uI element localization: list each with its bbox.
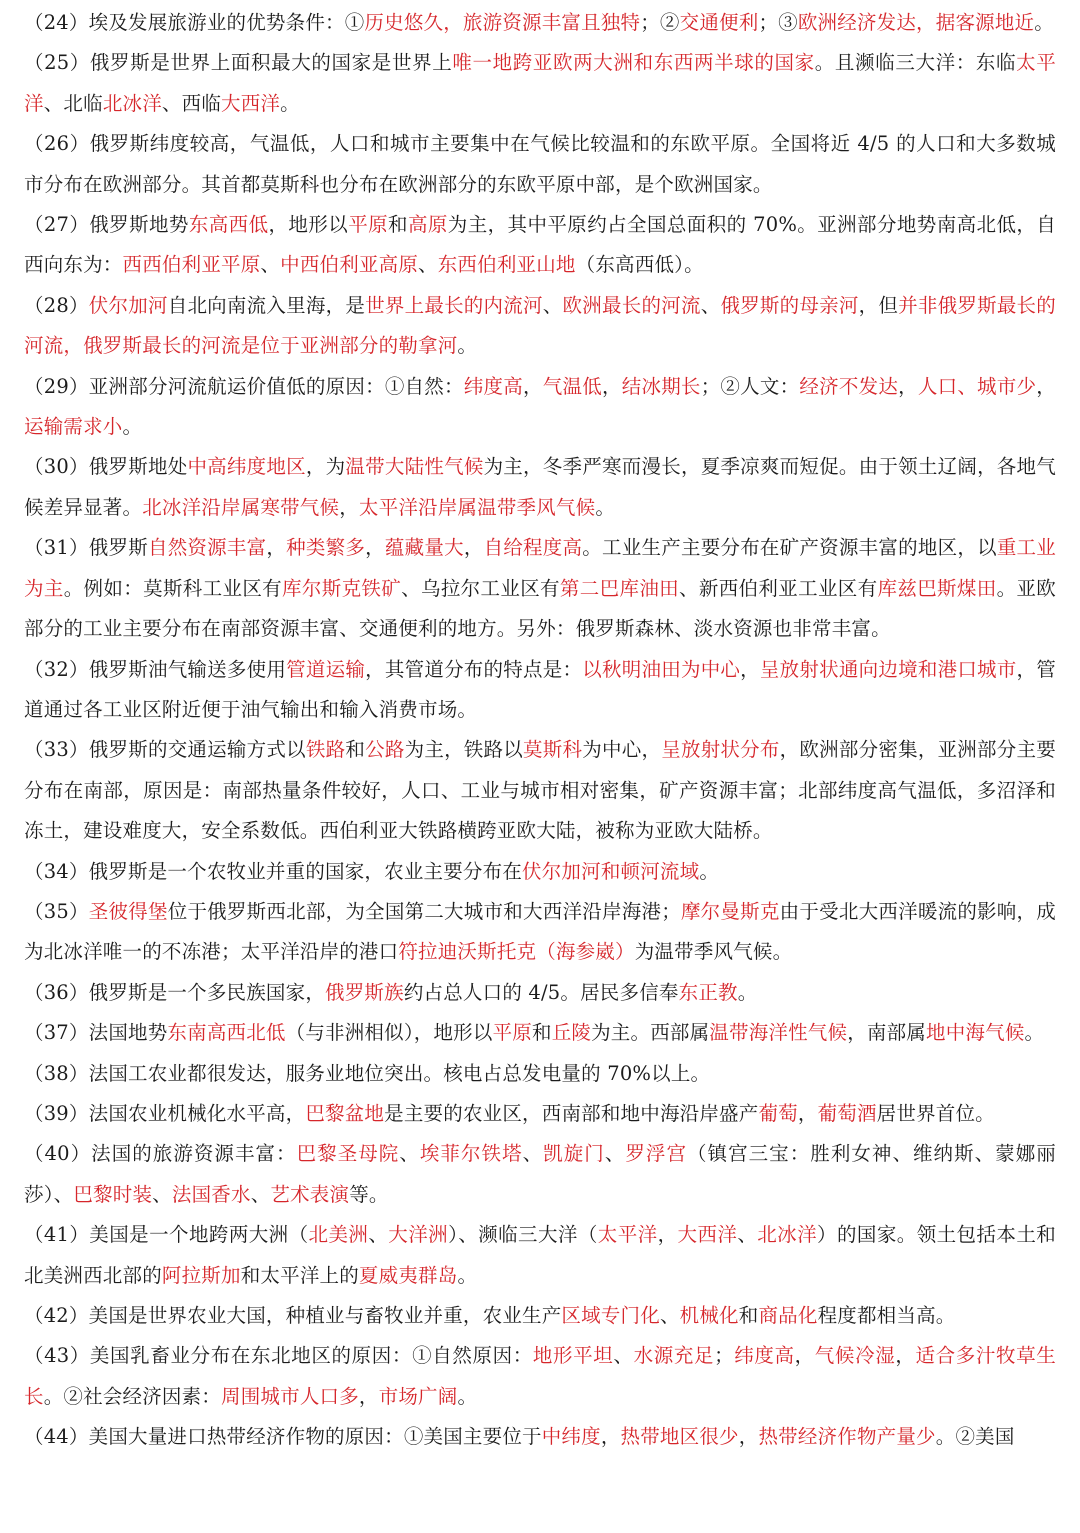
body-text: ，管道通过各工业区附近便于油气输出和输入消费市场。 xyxy=(24,657,1056,721)
highlighted-text: 欧洲经济发达，据客源地近 xyxy=(797,11,1035,34)
paragraph xyxy=(24,3,1056,43)
body-text: ， xyxy=(657,1223,678,1247)
highlighted-text: 纬度高 xyxy=(733,1344,795,1368)
body-text: 、 xyxy=(399,1142,420,1166)
body-text: （与非洲相似），地形以 xyxy=(285,1021,493,1045)
paragraph xyxy=(24,973,1056,1013)
highlighted-text: 自然资源丰富 xyxy=(147,536,267,560)
highlighted-text: 库兹巴斯煤田 xyxy=(877,576,997,600)
highlighted-text: 自给程度高 xyxy=(483,536,583,560)
highlighted-text: 阿拉斯加 xyxy=(161,1263,241,1287)
highlighted-text: 太平洋 xyxy=(597,1223,658,1247)
highlighted-text: 俄罗斯族 xyxy=(325,980,404,1004)
paragraph xyxy=(24,1296,1056,1336)
body-text: 。②社会经济因素： xyxy=(43,1384,222,1408)
highlighted-text: 大洋洲 xyxy=(388,1223,449,1247)
paragraph xyxy=(24,286,1056,367)
highlighted-text: 铁路 xyxy=(305,738,346,762)
highlighted-text: 东南高西北低 xyxy=(167,1021,286,1045)
highlighted-text: 葡萄 xyxy=(758,1101,798,1125)
body-text: 、西临 xyxy=(161,91,222,115)
highlighted-text: 库尔斯克铁矿 xyxy=(282,576,402,600)
body-text: ， xyxy=(365,536,385,560)
body-text: 和太平洋上的 xyxy=(240,1263,359,1287)
highlighted-text: 夏威夷群岛 xyxy=(358,1263,458,1287)
body-text: 。 xyxy=(457,334,478,358)
paragraph xyxy=(24,1215,1056,1296)
body-text: 和 xyxy=(388,213,408,237)
highlighted-text: 东西伯利亚山地 xyxy=(437,253,576,277)
body-text: 。 xyxy=(280,91,300,115)
highlighted-text: 欧洲最长的河流 xyxy=(562,293,701,317)
paragraph xyxy=(24,124,1056,205)
body-text: ）的国家。领土包括本土和北美洲西北部的 xyxy=(24,1223,1056,1287)
body-text: 。 xyxy=(122,415,143,439)
body-text: 和 xyxy=(531,1021,552,1045)
body-text: 和 xyxy=(345,738,366,762)
body-text: 为温带季风气候。 xyxy=(634,940,793,964)
body-text: 。 xyxy=(737,980,758,1004)
body-text: 由于受北大西洋暖流的影响，成为北冰洋唯一的不冻港；太平洋沿岸的港口 xyxy=(24,899,1056,964)
body-text: ， xyxy=(797,1101,818,1125)
body-text: 、 xyxy=(659,1304,680,1327)
highlighted-text: 西西伯利亚平原 xyxy=(122,253,261,277)
highlighted-text: 机械化 xyxy=(679,1304,739,1327)
highlighted-text: 并非俄罗斯最长的河流，俄罗斯最长的河流是位于亚洲部分的勒拿河 xyxy=(24,293,1056,358)
highlighted-text: 凯旋门 xyxy=(543,1142,605,1166)
body-text: （镇宫三宝：胜利女神、维纳斯、蒙娜丽莎）、 xyxy=(24,1142,1056,1206)
body-text: 、 xyxy=(260,253,281,277)
body-text: （27）俄罗斯地势 xyxy=(24,213,189,237)
body-text: 等。 xyxy=(349,1182,389,1206)
highlighted-text: 热带经济作物产量少 xyxy=(758,1425,936,1449)
body-text: 。②美国 xyxy=(935,1425,1015,1449)
body-text: 、 xyxy=(613,1344,634,1368)
paragraph xyxy=(24,367,1056,448)
body-text: ， xyxy=(898,374,918,398)
body-text: 居世界首位。 xyxy=(876,1101,995,1125)
body-text: 、新西伯利亚工业区有 xyxy=(679,576,878,600)
body-text: 、 xyxy=(250,1182,271,1206)
highlighted-text: 周围城市人口多 xyxy=(221,1384,359,1408)
body-text: ， xyxy=(358,1384,379,1408)
body-text: 、 xyxy=(152,1182,172,1206)
highlighted-text: 符拉迪沃斯托克（海参崴） xyxy=(398,940,635,964)
highlighted-text: 地中海气候 xyxy=(926,1021,1025,1045)
highlighted-text: 呈放射状分布 xyxy=(661,738,780,762)
body-text: （24）埃及发展旅游业的优势条件：① xyxy=(24,11,365,34)
highlighted-text: 中高纬度地区 xyxy=(187,455,306,479)
body-text: ， xyxy=(1036,374,1056,398)
body-text: （40）法国的旅游资源丰富： xyxy=(24,1142,297,1166)
highlighted-text: 北冰洋 xyxy=(757,1223,818,1247)
highlighted-text: 太平洋 xyxy=(24,51,1056,115)
body-text: ， xyxy=(266,536,287,560)
body-text: 。且濒临三大洋：东临 xyxy=(814,51,1017,75)
highlighted-text: 交通便利 xyxy=(679,11,759,34)
body-text: （43）美国乳畜业分布在东北地区的原因：①自然原因： xyxy=(24,1344,533,1368)
body-text: 为主。西部属 xyxy=(591,1021,710,1045)
body-text: 。工业生产主要分布在矿产资源丰富的地区，以 xyxy=(582,536,997,560)
body-text: （39）法国农业机械化水平高， xyxy=(24,1101,306,1125)
body-text: 、 xyxy=(368,1223,389,1247)
highlighted-text: 经济不发达 xyxy=(799,374,899,398)
paragraph xyxy=(24,1013,1056,1053)
body-text: 为中心， xyxy=(582,738,662,762)
paragraph xyxy=(24,1336,1056,1417)
highlighted-text: 唯一地跨亚欧两大洲和东西两半球的国家 xyxy=(452,51,815,75)
highlighted-text: 气候冷湿 xyxy=(814,1344,896,1368)
highlighted-text: 东高西低 xyxy=(188,213,269,237)
highlighted-text: 平原 xyxy=(348,213,389,237)
highlighted-text: 商品化 xyxy=(758,1304,818,1327)
highlighted-text: 地形平坦 xyxy=(532,1344,614,1368)
highlighted-text: 蕴藏量大 xyxy=(384,536,464,560)
body-text: 位于俄罗斯西北部，为全国第二大城市和大西洋沿岸海港； xyxy=(167,899,681,923)
body-text: 是主要的农业区，西南部和地中海沿岸盛产 xyxy=(384,1101,759,1125)
paragraph xyxy=(24,1134,1056,1215)
highlighted-text: 热带地区很少 xyxy=(620,1425,739,1449)
body-text: 、北临 xyxy=(43,91,103,115)
highlighted-text: 艺术表演 xyxy=(270,1182,350,1206)
body-text: ， xyxy=(523,374,543,398)
highlighted-text: 历史悠久，旅游资源丰富且独特 xyxy=(364,11,641,34)
body-text: （44）美国大量进口热带经济作物的原因：①美国主要位于 xyxy=(24,1425,542,1449)
highlighted-text: 温带海洋性气候 xyxy=(709,1021,848,1045)
body-text: 程度都相当高。 xyxy=(817,1304,956,1327)
highlighted-text: 俄罗斯的母亲河 xyxy=(720,293,859,317)
highlighted-text: 伏尔加河和顿河流域 xyxy=(522,859,700,883)
highlighted-text: 世界上最长的内流河 xyxy=(365,293,543,317)
body-text: （32）俄罗斯油气输送多使用 xyxy=(24,657,287,681)
highlighted-text: 大西洋 xyxy=(677,1223,738,1247)
paragraph xyxy=(24,1094,1056,1134)
highlighted-text: 巴黎圣母院 xyxy=(296,1142,400,1166)
paragraph xyxy=(24,650,1056,731)
body-text: 、 xyxy=(700,293,721,317)
highlighted-text: 市场广阔 xyxy=(378,1384,458,1408)
body-text: （34）俄罗斯是一个农牧业并重的国家，农业主要分布在 xyxy=(24,859,523,883)
body-text: 为主，冬季严寒而漫长，夏季凉爽而短促。由于领土辽阔，各地气候差异显著。 xyxy=(24,455,1056,519)
body-text: （41）美国是一个地跨两大洲（ xyxy=(24,1223,309,1247)
body-text: 自北向南流入里海，是 xyxy=(167,293,366,317)
body-text: ，为 xyxy=(305,455,346,479)
body-text: ， xyxy=(738,1425,759,1449)
body-text: ， xyxy=(794,1344,815,1368)
highlighted-text: 区域专门化 xyxy=(561,1304,660,1327)
highlighted-text: 北冰洋沿岸属寒带气候 xyxy=(142,495,340,519)
highlighted-text: 高原 xyxy=(407,213,448,237)
body-text: 为主，铁路以 xyxy=(404,738,524,762)
body-text: ， xyxy=(339,495,359,519)
body-text: ， xyxy=(895,1344,916,1368)
highlighted-text: 运输需求小 xyxy=(24,415,123,439)
paragraph xyxy=(24,447,1056,528)
body-text: （36）俄罗斯是一个多民族国家， xyxy=(24,980,326,1004)
body-text: ；② xyxy=(640,11,680,34)
highlighted-text: 中纬度 xyxy=(541,1425,601,1449)
body-text: ，欧洲部分密集，亚洲部分主要分布在南部，原因是：南部热量条件较好，人口、工业与城市相对密集，矿产资源丰富；北部纬度高气温低，多沼泽和冻土，建设难度大，安全系数低。西伯利亚大铁路横跨亚欧大陆，被称为亚欧大陆桥。 xyxy=(24,738,1056,843)
paragraph xyxy=(24,205,1056,286)
paragraph xyxy=(24,528,1056,649)
body-text: ，南部属 xyxy=(847,1021,927,1045)
highlighted-text: 水源充足 xyxy=(633,1344,715,1368)
highlighted-text: 埃菲尔铁塔 xyxy=(419,1142,523,1166)
body-text: （37）法国地势 xyxy=(24,1021,168,1045)
body-text: ， xyxy=(740,657,760,681)
body-text: 为主，其中平原约占全国总面积的 70%。亚洲部分地势南高北低，自西向东为： xyxy=(24,213,1056,277)
paragraph xyxy=(24,730,1056,851)
paragraph xyxy=(24,1417,1056,1457)
highlighted-text: 法国香水 xyxy=(171,1182,251,1206)
highlighted-text: 莫斯科 xyxy=(523,738,583,762)
body-text: ，但 xyxy=(858,293,899,317)
highlighted-text: 大西洋 xyxy=(221,91,281,115)
highlighted-text: 北美洲 xyxy=(308,1223,369,1247)
highlighted-text: 摩尔曼斯克 xyxy=(680,899,780,923)
highlighted-text: 圣彼得堡 xyxy=(88,899,168,923)
body-text: 。亚欧部分的工业主要分布在南部资源丰富、交通便利的地方。另外：俄罗斯森林、淡水资源也非常丰富。 xyxy=(24,576,1056,641)
body-text: ； xyxy=(714,1344,734,1368)
body-text: （38）法国工农业都很发达，服务业地位突出。核电占总发电量的 70%以上。 xyxy=(24,1061,711,1085)
highlighted-text: 种类繁多 xyxy=(286,536,366,560)
body-text: 。 xyxy=(457,1263,478,1287)
body-text: 。 xyxy=(457,1384,478,1408)
body-text: ， xyxy=(601,374,622,398)
highlighted-text: 太平洋沿岸属温带季风气候 xyxy=(358,495,596,519)
body-text: 。例如：莫斯科工业区有 xyxy=(63,576,283,600)
body-text: 。 xyxy=(595,495,616,519)
highlighted-text: 平原 xyxy=(492,1021,532,1045)
highlighted-text: 伏尔加河 xyxy=(88,293,168,317)
highlighted-text: 呈放射状通向边境和港口城市 xyxy=(759,657,1017,681)
highlighted-text: 公路 xyxy=(365,738,405,762)
highlighted-text: 管道运输 xyxy=(286,657,366,681)
highlighted-text: 丘陵 xyxy=(551,1021,592,1045)
highlighted-text: 重工业为主 xyxy=(24,536,1056,600)
highlighted-text: 纬度高 xyxy=(463,374,523,398)
body-text: （28） xyxy=(24,293,89,317)
paragraph xyxy=(24,1054,1056,1094)
highlighted-text: 中西伯利亚高原 xyxy=(280,253,419,277)
body-text: 、 xyxy=(604,1142,626,1166)
highlighted-text: 北冰洋 xyxy=(102,91,162,115)
body-text: 和 xyxy=(738,1304,759,1327)
highlighted-text: 东正教 xyxy=(678,980,738,1004)
highlighted-text: 巴黎时装 xyxy=(73,1182,153,1206)
body-text: 约占总人口的 4/5。居民多信奉 xyxy=(403,980,679,1004)
body-text: 、 xyxy=(737,1223,758,1247)
highlighted-text: 巴黎盆地 xyxy=(305,1101,385,1125)
body-text: 。 xyxy=(1024,1021,1045,1045)
body-text: （25）俄罗斯是世界上面积最大的国家是世界上 xyxy=(24,51,453,75)
body-text: ， xyxy=(463,536,484,560)
body-text: （30）俄罗斯地处 xyxy=(24,455,188,479)
highlighted-text: 适合多汁牧草生长 xyxy=(24,1344,1056,1408)
body-text: （29）亚洲部分河流航运价值低的原因：①自然： xyxy=(24,374,464,398)
highlighted-text: 葡萄酒 xyxy=(817,1101,877,1125)
body-text: ，地形以 xyxy=(268,213,349,237)
body-text: （42）美国是世界农业大国，种植业与畜牧业并重，农业生产 xyxy=(24,1304,562,1327)
body-text: （33）俄罗斯的交通运输方式以 xyxy=(24,738,306,762)
paragraph xyxy=(24,892,1056,973)
highlighted-text: 罗浮宫 xyxy=(625,1142,687,1166)
body-text: 、 xyxy=(522,1142,544,1166)
highlighted-text: 结冰期长 xyxy=(621,374,701,398)
highlighted-text: 气温低 xyxy=(542,374,602,398)
body-text: 、乌拉尔工业区有 xyxy=(401,576,560,600)
body-text: 、 xyxy=(418,253,438,277)
body-text: ）、濒临三大洋（ xyxy=(448,1223,598,1247)
body-text: ；③ xyxy=(758,11,798,34)
body-text: ，其管道分布的特点是： xyxy=(365,657,583,681)
body-text: （35） xyxy=(24,899,89,923)
body-text: 。 xyxy=(1034,11,1054,34)
highlighted-text: 人口、城市少 xyxy=(917,374,1037,398)
body-text: 、 xyxy=(542,293,563,317)
body-text: 。 xyxy=(699,859,720,883)
paragraph xyxy=(24,43,1056,124)
highlighted-text: 第二巴库油田 xyxy=(559,576,680,600)
highlighted-text: 温带大陆性气候 xyxy=(345,455,484,479)
body-text: ；②人文： xyxy=(700,374,800,398)
body-text: （东高西低）。 xyxy=(575,253,704,277)
highlighted-text: 以秋明油田为中心 xyxy=(582,657,741,681)
paragraph xyxy=(24,852,1056,892)
body-text: （31）俄罗斯 xyxy=(24,536,148,560)
body-text: ， xyxy=(600,1425,621,1449)
body-text: （26）俄罗斯纬度较高，气温低，人口和城市主要集中在气候比较温和的东欧平原。全国将近 4/5 的人口和大多数城市分布在欧洲部分。其首都莫斯科也分布在欧洲部分的东欧平原中部，是个欧洲国家。 xyxy=(24,132,1056,196)
